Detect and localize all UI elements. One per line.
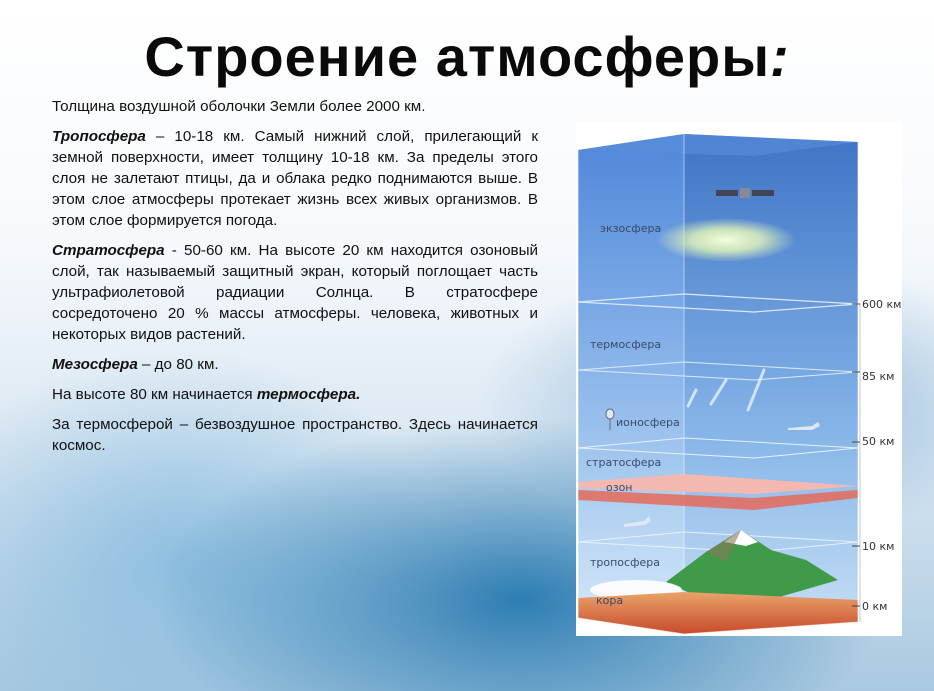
title-text: Строение атмосферы xyxy=(144,25,771,88)
stratosphere-term: Стратосфера xyxy=(52,242,165,259)
thermosphere-term: термосфера. xyxy=(256,386,361,403)
label-crust: кора xyxy=(596,594,624,607)
altitude-600: 600 км xyxy=(862,298,902,311)
mesosphere-paragraph xyxy=(52,354,538,375)
altitude-0: 0 км xyxy=(862,600,888,613)
stratosphere-text: - 50-60 км. На высоте 20 км находится озоновый слой, так называемый защитный экран, который поглощает часть ультрафиолетовой радиации Солнца. В стратосфере сосредоточено 20 % массы атмосферы. человека, животных и некоторых видов растений. xyxy=(52,242,538,343)
troposphere-text: – 10-18 км. Самый нижний слой, прилегающий к земной поверхности, имеет толщину 10-18 км. За пределы этого слоя не залетают птицы, да и облака редко поднимаются выше. В этом слое атмосферы протекает жизнь всех живых организмов. В этом слое формируется погода. xyxy=(52,128,538,229)
space-paragraph: За термосферой – безвоздушное пространство. Здесь начинается космос. xyxy=(52,416,538,454)
label-troposphere: тропосфера xyxy=(590,556,660,569)
label-stratosphere: стратосфера xyxy=(586,456,662,469)
mesosphere-term: Мезосфера xyxy=(52,356,138,373)
troposphere-term: Тропосфера xyxy=(52,128,146,145)
altitude-10: 10 км xyxy=(862,540,895,553)
label-ionosphere: ионосфера xyxy=(616,416,680,429)
altitude-85: 85 км xyxy=(862,370,895,383)
troposphere-paragraph xyxy=(52,126,538,231)
text-block xyxy=(52,96,538,465)
mesosphere-text: – до 80 км. xyxy=(137,356,219,373)
stratosphere-paragraph xyxy=(52,240,538,345)
title-colon: : xyxy=(770,25,790,88)
intro-paragraph: Толщина воздушной оболочки Земли более 2000 км. xyxy=(52,98,426,115)
aurora-glow xyxy=(656,218,796,262)
thermosphere-paragraph xyxy=(52,384,538,405)
altitude-50: 50 км xyxy=(862,435,895,448)
atmosphere-diagram xyxy=(576,122,902,636)
label-ozone: озон xyxy=(606,481,633,494)
thermosphere-prefix: На высоте 80 км начинается xyxy=(52,386,257,403)
page-title xyxy=(0,24,934,89)
label-exosphere: экзосфера xyxy=(600,222,662,235)
label-thermosphere: термосфера xyxy=(590,338,662,351)
atmosphere-figure xyxy=(576,122,902,636)
